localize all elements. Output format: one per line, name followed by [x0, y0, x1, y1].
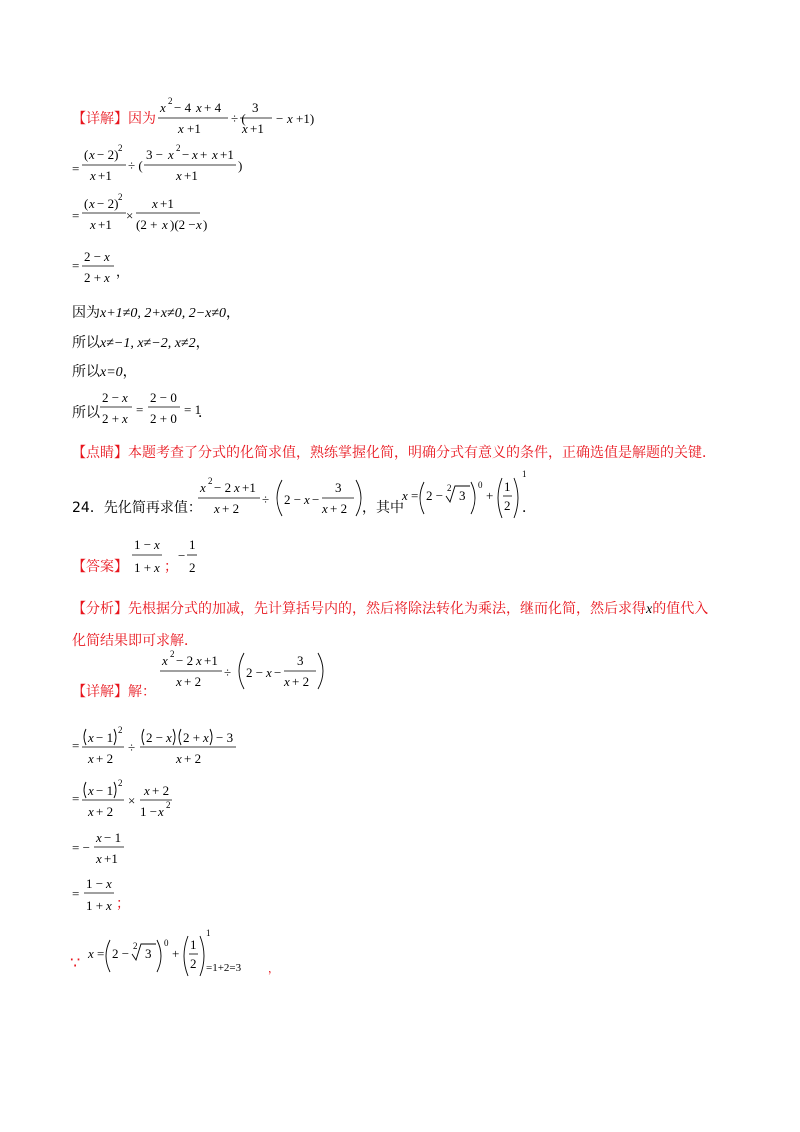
svg-text:2: 2: [208, 476, 213, 486]
svg-text:2: 2: [168, 96, 173, 106]
svg-text:×: ×: [126, 208, 134, 223]
answer-label: 【答案】: [72, 559, 128, 575]
detail2-label: 【详解】解：: [72, 684, 156, 700]
svg-text:x: x: [88, 783, 94, 798]
svg-text:− 1: − 1: [96, 783, 114, 798]
svg-text:=: =: [72, 738, 80, 753]
svg-text:2 −: 2 −: [112, 946, 130, 961]
svg-text:+1: +1: [204, 653, 218, 668]
svg-text:÷ (: ÷ (: [231, 111, 246, 126]
since-symbol: ∵: [70, 953, 81, 972]
svg-text:=: =: [411, 488, 419, 503]
analysis-line1: 【分析】先根据分式的加减，先计算括号内的，然后将除法转化为乘法，继而化简，然后求得x的值代入: [72, 601, 709, 617]
svg-text:− 1: − 1: [96, 730, 114, 745]
svg-text:x: x: [176, 751, 182, 766]
svg-text:+ 2: + 2: [292, 674, 310, 689]
svg-text:x: x: [122, 390, 128, 405]
svg-text:− 2: − 2: [214, 480, 232, 495]
svg-text:2 +: 2 +: [102, 411, 120, 426]
svg-text:÷: ÷: [224, 665, 232, 680]
svg-text:−: −: [276, 111, 284, 126]
svg-text:− 2): − 2): [97, 196, 119, 211]
svg-text:x: x: [154, 537, 160, 552]
svg-text:2 −: 2 −: [426, 488, 444, 503]
svg-text:x: x: [90, 217, 96, 232]
svg-text:x: x: [168, 147, 174, 162]
svg-text:x: x: [192, 147, 198, 162]
svg-text:1 +: 1 +: [134, 560, 152, 575]
svg-text:2: 2: [170, 649, 175, 659]
svg-text:): ): [203, 217, 208, 232]
svg-text:−: −: [178, 548, 186, 563]
svg-text:2 −: 2 −: [102, 390, 120, 405]
svg-text:+: +: [200, 147, 208, 162]
where-text: ，其中: [362, 500, 404, 516]
svg-text:x: x: [234, 480, 240, 495]
svg-text:3: 3: [145, 946, 152, 961]
svg-text:0: 0: [164, 938, 169, 948]
svg-text:x: x: [196, 653, 202, 668]
svg-text:=: =: [136, 402, 144, 417]
svg-text:x: x: [144, 783, 150, 798]
svg-text:+1: +1: [98, 217, 112, 232]
svg-text:x: x: [196, 100, 202, 115]
svg-text:2 +: 2 +: [183, 730, 201, 745]
svg-text:x: x: [200, 480, 206, 495]
svg-text:(: (: [84, 147, 89, 162]
step4-separator: ；: [116, 896, 130, 912]
svg-text:2: 2: [118, 725, 123, 735]
svg-text:1: 1: [189, 537, 196, 552]
svg-text:2 + 0: 2 + 0: [150, 411, 177, 426]
svg-text:3: 3: [297, 653, 304, 668]
svg-text:(2 +: (2 +: [136, 217, 158, 232]
svg-text:2: 2: [118, 143, 123, 153]
svg-text:+1: +1: [250, 121, 264, 136]
svg-text:+1: +1: [160, 196, 174, 211]
svg-text:x: x: [104, 270, 110, 285]
svg-text:−: −: [182, 147, 190, 162]
svg-text:+ 2: + 2: [222, 501, 240, 516]
comment-block: 【点睛】本题考查了分式的化简求值，熟练掌握化简，明确分式有意义的条件，正确选值是解题的关键．: [72, 445, 716, 461]
svg-text:+: +: [486, 488, 494, 503]
svg-text:2: 2: [166, 800, 171, 810]
svg-text:，: ，: [116, 264, 130, 279]
svg-text:+ 2: + 2: [330, 501, 348, 516]
svg-text:1 −: 1 −: [86, 876, 104, 891]
svg-text:+ 2: + 2: [96, 751, 114, 766]
svg-text:x: x: [106, 898, 112, 913]
svg-text:x: x: [106, 876, 112, 891]
svg-text:2: 2: [189, 560, 196, 575]
result-period: ．: [198, 405, 212, 421]
svg-text:x: x: [402, 488, 408, 503]
svg-text:2 − 0: 2 − 0: [150, 390, 177, 405]
svg-text:1 −: 1 −: [134, 537, 152, 552]
svg-text:2 −: 2 −: [284, 492, 302, 507]
svg-text:1: 1: [206, 928, 211, 938]
svg-text:+: +: [172, 946, 180, 961]
exclusion-line: 所以x≠−1, x≠−2, x≠2，: [72, 335, 210, 351]
svg-text:x: x: [104, 249, 110, 264]
svg-text:3: 3: [335, 480, 342, 495]
svg-text:0: 0: [478, 480, 483, 490]
svg-text:+ 2: + 2: [96, 804, 114, 819]
svg-text:+1: +1: [242, 480, 256, 495]
svg-text:x: x: [266, 665, 272, 680]
svg-text:÷: ÷: [128, 740, 136, 755]
svg-text:): ): [238, 158, 243, 173]
svg-text:x: x: [212, 147, 218, 162]
svg-text:3: 3: [252, 100, 259, 115]
svg-text:− 1: − 1: [104, 830, 122, 845]
svg-text:= 1: = 1: [184, 402, 202, 417]
svg-text:=: =: [72, 258, 80, 273]
svg-text:÷: ÷: [262, 492, 270, 507]
detail-label: 【详解】因为: [72, 111, 156, 127]
svg-text:x: x: [162, 653, 168, 668]
svg-text:x: x: [166, 730, 172, 745]
svg-text:1 +: 1 +: [86, 898, 104, 913]
svg-text:x: x: [89, 196, 95, 211]
svg-text:2: 2: [190, 956, 197, 971]
svg-text:3 −: 3 −: [146, 147, 164, 162]
svg-text:2 −: 2 −: [246, 665, 264, 680]
svg-text:+1: +1: [98, 168, 112, 183]
question-period: ．: [522, 500, 536, 516]
svg-text:)(2 −: )(2 −: [170, 217, 196, 232]
svg-text:−: −: [312, 492, 320, 507]
svg-text:x: x: [214, 501, 220, 516]
result-line-prefix: 所以: [72, 405, 100, 421]
svg-text:÷ (: ÷ (: [128, 158, 143, 173]
answer-separator: ；: [164, 559, 178, 575]
svg-text:x: x: [152, 196, 158, 211]
svg-text:+1: +1: [220, 147, 234, 162]
svg-text:x: x: [176, 168, 182, 183]
svg-text:x: x: [96, 851, 102, 866]
svg-text:=: =: [97, 946, 105, 961]
svg-text:x: x: [160, 100, 166, 115]
svg-text:+1: +1: [184, 168, 198, 183]
svg-text:+ 2: + 2: [184, 674, 202, 689]
svg-text:x: x: [88, 946, 94, 961]
svg-text:+ 2: + 2: [184, 751, 202, 766]
svg-text:+1: +1: [187, 121, 201, 136]
condition-line: 因为x+1≠0, 2+x≠0, 2−x≠0，: [72, 305, 241, 321]
svg-text:x: x: [88, 804, 94, 819]
svg-text:− 2): − 2): [97, 147, 119, 162]
svg-text:x: x: [284, 674, 290, 689]
analysis-line2: 化简结果即可求解．: [72, 633, 198, 649]
svg-text:+1): +1): [296, 111, 315, 126]
svg-text:− 2: − 2: [176, 653, 194, 668]
svg-text:2: 2: [118, 778, 123, 788]
svg-text:x: x: [176, 674, 182, 689]
svg-text:− 3: − 3: [216, 730, 234, 745]
svg-text:2: 2: [504, 498, 511, 513]
svg-text:x: x: [203, 730, 209, 745]
svg-text:2: 2: [118, 192, 123, 202]
svg-text:+ 2: + 2: [152, 783, 170, 798]
evaluation-tail: ，: [268, 962, 279, 975]
svg-text:x: x: [88, 751, 94, 766]
svg-text:x: x: [178, 121, 184, 136]
svg-text:3: 3: [459, 488, 466, 503]
svg-text:x: x: [287, 111, 293, 126]
svg-text:2: 2: [176, 143, 181, 153]
svg-text:+1: +1: [104, 851, 118, 866]
svg-text:x: x: [162, 217, 168, 232]
svg-text:2 +: 2 +: [84, 270, 102, 285]
svg-text:=: =: [72, 886, 80, 901]
svg-text:x: x: [96, 830, 102, 845]
svg-text:− 4: − 4: [174, 100, 192, 115]
svg-text:×: ×: [128, 793, 136, 808]
svg-text:x: x: [322, 501, 328, 516]
svg-text:1: 1: [190, 937, 197, 952]
svg-text:= −: = −: [72, 840, 90, 855]
svg-text:2 −: 2 −: [84, 249, 102, 264]
svg-text:1: 1: [522, 469, 527, 479]
svg-text:+ 4: + 4: [204, 100, 222, 115]
svg-text:x: x: [90, 168, 96, 183]
svg-text:−: −: [274, 665, 282, 680]
svg-text:(: (: [84, 196, 89, 211]
svg-text:x: x: [304, 492, 310, 507]
svg-text:2: 2: [447, 483, 452, 493]
svg-text:=: =: [72, 161, 80, 176]
svg-text:1 −: 1 −: [140, 804, 158, 819]
svg-text:=: =: [72, 208, 80, 223]
svg-text:x: x: [122, 411, 128, 426]
x-value-line: 所以x=0，: [72, 364, 137, 380]
question-24: 24．先化简再求值：: [72, 500, 202, 516]
svg-text:=: =: [72, 791, 80, 806]
svg-text:x: x: [154, 560, 160, 575]
evaluation-result: =1+2=3: [206, 962, 242, 974]
svg-text:x: x: [196, 217, 202, 232]
svg-text:2 −: 2 −: [146, 730, 164, 745]
svg-text:2: 2: [133, 941, 138, 951]
svg-text:1: 1: [504, 479, 511, 494]
svg-text:x: x: [88, 730, 94, 745]
svg-text:x: x: [158, 804, 164, 819]
svg-text:x: x: [242, 121, 248, 136]
svg-text:x: x: [89, 147, 95, 162]
